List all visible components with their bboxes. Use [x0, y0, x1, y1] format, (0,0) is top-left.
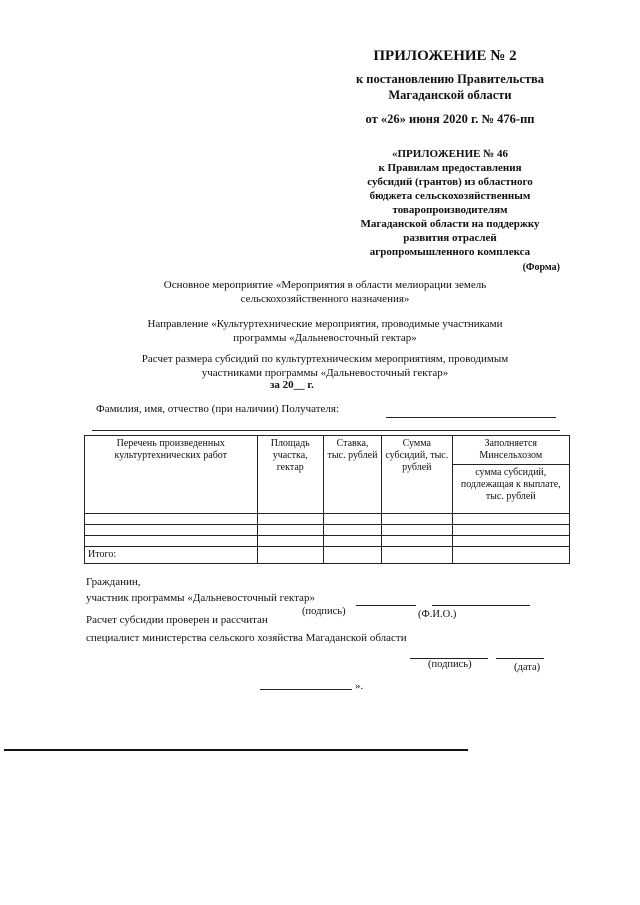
signature-caption-2: (подпись): [428, 659, 472, 670]
appendix-title: ПРИЛОЖЕНИЕ № 2: [373, 48, 517, 64]
table-cell[interactable]: [452, 547, 569, 564]
inner-appendix-line: товаропроизводителям: [392, 204, 508, 216]
checked-label: Расчет субсидии проверен и рассчитан: [86, 614, 268, 626]
header-sum: Сумма субсидий, тыс. рублей: [382, 436, 452, 514]
date-line[interactable]: [496, 658, 544, 659]
period-label: за 20__ г.: [270, 379, 314, 391]
activity-line: сельскохозяйственного назначения»: [240, 293, 410, 305]
table-row: [85, 536, 570, 547]
date-caption: (дата): [514, 662, 541, 673]
table-cell[interactable]: [323, 514, 381, 525]
inner-appendix: [330, 147, 570, 259]
fio-caption: (Ф.И.О.): [418, 609, 457, 620]
direction-line: Направление «Культуртехнические мероприятия, проводимые участниками: [147, 318, 503, 330]
header-area: Площадь участка, гектар: [257, 436, 323, 514]
table-cell[interactable]: [452, 525, 569, 536]
table-cell[interactable]: [382, 514, 452, 525]
table-cell[interactable]: [85, 536, 258, 547]
citizen-signature-line[interactable]: [356, 605, 416, 606]
recipient-name-line-2[interactable]: [92, 430, 560, 431]
table-cell[interactable]: [257, 547, 323, 564]
inner-appendix-line: к Правилам предоставления: [378, 162, 522, 174]
inner-appendix-line: субсидий (грантов) из областного: [367, 176, 533, 188]
header-ministry: Заполняется Минсельхозом: [452, 436, 569, 465]
form-label: (Форма): [522, 262, 560, 273]
subsidy-table: [84, 435, 570, 564]
table-cell[interactable]: [382, 536, 452, 547]
closing-quote: ».: [355, 680, 364, 692]
specialist-label: специалист министерства сельского хозяйства Магаданской области: [86, 632, 407, 644]
appendix-ref-line2: Магаданской области: [388, 88, 512, 102]
table-cell[interactable]: [257, 536, 323, 547]
inner-appendix-line: бюджета сельскохозяйственным: [369, 190, 531, 202]
table-cell[interactable]: [323, 536, 381, 547]
table-cell[interactable]: [452, 514, 569, 525]
appendix-ref-line1: к постановлению Правительства: [355, 72, 545, 86]
table-cell[interactable]: [382, 525, 452, 536]
table-header-row: [85, 436, 570, 465]
header-rate: Ставка, тыс. рублей: [323, 436, 381, 514]
direction-title: [90, 317, 560, 345]
table-cell[interactable]: [85, 525, 258, 536]
inner-appendix-line: агропромышленного комплекса: [369, 246, 531, 258]
table-cell[interactable]: [382, 547, 452, 564]
header-ministry-sub: сумма субсидий, подлежащая к выплате, тыс. рублей: [452, 465, 569, 514]
calc-line: Расчет размера субсидий по культуртехническим мероприятиям, проводимым: [141, 353, 509, 365]
closing-line: [260, 689, 352, 690]
calc-line: участниками программы «Дальневосточный гектар»: [201, 367, 449, 379]
table-cell[interactable]: [257, 514, 323, 525]
calc-title: [90, 352, 560, 380]
table-cell[interactable]: [452, 536, 569, 547]
inner-appendix-line: Магаданской области на поддержку: [360, 218, 540, 230]
appendix-reference: [330, 71, 570, 103]
table-cell[interactable]: [323, 547, 381, 564]
header-works: Перечень произведенных культуртехнических работ: [85, 436, 258, 514]
recipient-name-line[interactable]: [386, 417, 556, 418]
inner-appendix-line: развития отраслей: [403, 232, 497, 244]
table-cell[interactable]: [257, 525, 323, 536]
citizen-program-label: участник программы «Дальневосточный гектар»: [86, 592, 315, 604]
appendix-date: от «26» июня 2020 г. № 476-пп: [365, 112, 535, 126]
activity-line: Основное мероприятие «Мероприятия в области мелиорации земель: [163, 279, 487, 291]
inner-appendix-line: «ПРИЛОЖЕНИЕ № 46: [391, 148, 509, 160]
table-cell[interactable]: [85, 514, 258, 525]
citizen-label: Гражданин,: [86, 576, 141, 588]
table-total-row: [85, 547, 570, 564]
table-row: [85, 525, 570, 536]
total-label: Итого:: [85, 547, 258, 564]
signature-caption: (подпись): [302, 606, 346, 617]
table-row: [85, 514, 570, 525]
activity-title: [90, 278, 560, 306]
bottom-rule: [4, 749, 468, 751]
citizen-fio-line[interactable]: [432, 605, 530, 606]
table-cell[interactable]: [323, 525, 381, 536]
direction-line: программы «Дальневосточный гектар»: [233, 332, 417, 344]
recipient-label: Фамилия, имя, отчество (при наличии) Получателя:: [96, 403, 340, 415]
